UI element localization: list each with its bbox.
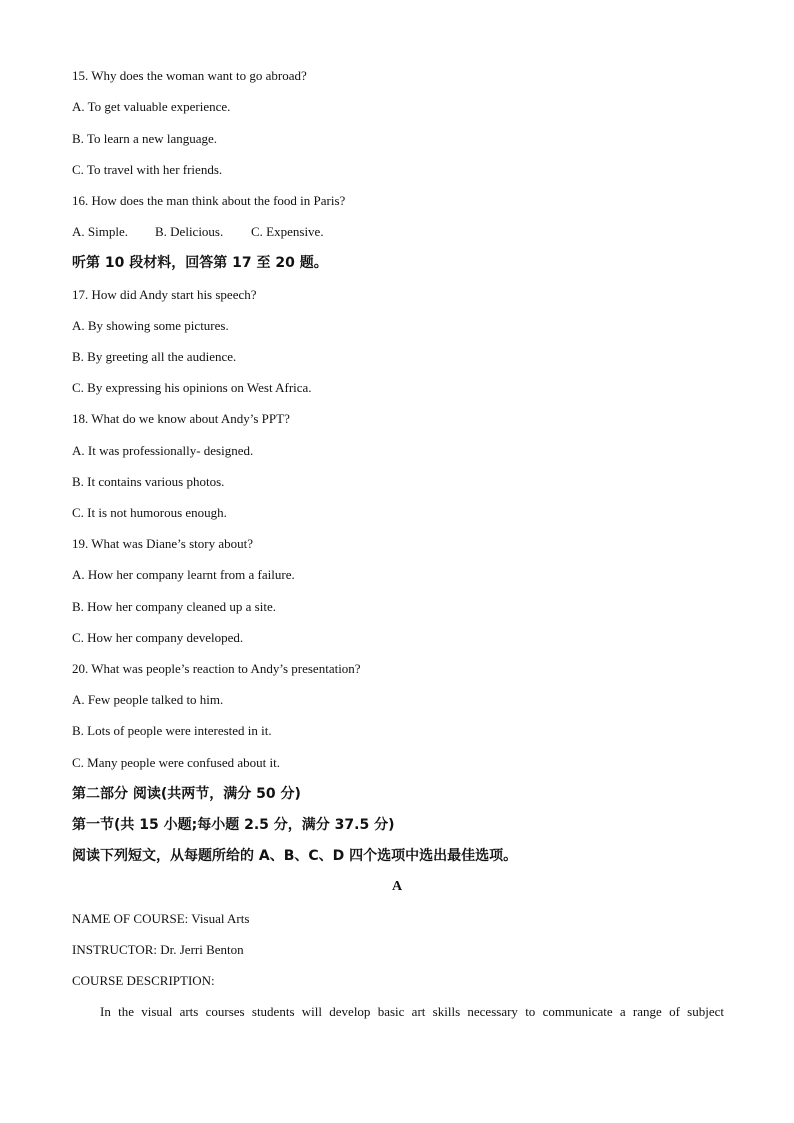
q17-option-b: B. By greeting all the audience. (72, 349, 237, 364)
q18-option-c: C. It is not humorous enough. (72, 505, 227, 520)
passage-label: A (391, 879, 403, 894)
question-15: 15. Why does the woman want to go abroad? (72, 68, 307, 83)
q15-option-a: A. To get valuable experience. (72, 99, 231, 114)
section-1-heading: 第一节(共 15 小题;每小题 2.5 分，满分 37.5 分) (72, 817, 395, 833)
q16-options (72, 224, 324, 240)
course-name: NAME OF COURSE: Visual Arts (72, 911, 250, 926)
section-10-instruction: 听第 10 段材料，回答第 17 至 20 题。 (72, 255, 328, 271)
course-instructor: INSTRUCTOR: Dr. Jerri Benton (72, 942, 244, 957)
q16-option-c: C. Expensive. (251, 224, 324, 239)
q19-option-c: C. How her company developed. (72, 630, 244, 645)
q18-option-a: A. It was professionally- designed. (72, 443, 254, 458)
q19-option-a: A. How her company learnt from a failure. (72, 567, 295, 582)
q20-option-b: B. Lots of people were interested in it. (72, 723, 272, 738)
question-16: 16. How does the man think about the food in Paris? (72, 193, 346, 208)
q15-option-b: B. To learn a new language. (72, 131, 218, 146)
question-17: 17. How did Andy start his speech? (72, 287, 257, 302)
q15-option-c: C. To travel with her friends. (72, 162, 223, 177)
reading-instruction: 阅读下列短文，从每题所给的 A、B、C、D 四个选项中选出最佳选项。 (72, 848, 518, 864)
question-19: 19. What was Diane’s story about? (72, 536, 253, 551)
course-description-text: In the visual arts courses students will develop basic art skills necessary to communicate a range of subject (100, 1004, 724, 1019)
q16-option-b: B. Delicious. (155, 224, 224, 239)
q17-option-c: C. By expressing his opinions on West Africa. (72, 380, 312, 395)
q16-option-a: A. Simple. (72, 224, 128, 239)
q17-option-a: A. By showing some pictures. (72, 318, 229, 333)
q18-option-b: B. It contains various photos. (72, 474, 225, 489)
part-2-heading: 第二部分 阅读(共两节，满分 50 分) (72, 786, 301, 802)
course-description-label: COURSE DESCRIPTION: (72, 973, 215, 988)
question-20: 20. What was people’s reaction to Andy’s presentation? (72, 661, 361, 676)
question-18: 18. What do we know about Andy’s PPT? (72, 411, 290, 426)
q20-option-a: A. Few people talked to him. (72, 692, 224, 707)
q20-option-c: C. Many people were confused about it. (72, 755, 280, 770)
q19-option-b: B. How her company cleaned up a site. (72, 599, 276, 614)
